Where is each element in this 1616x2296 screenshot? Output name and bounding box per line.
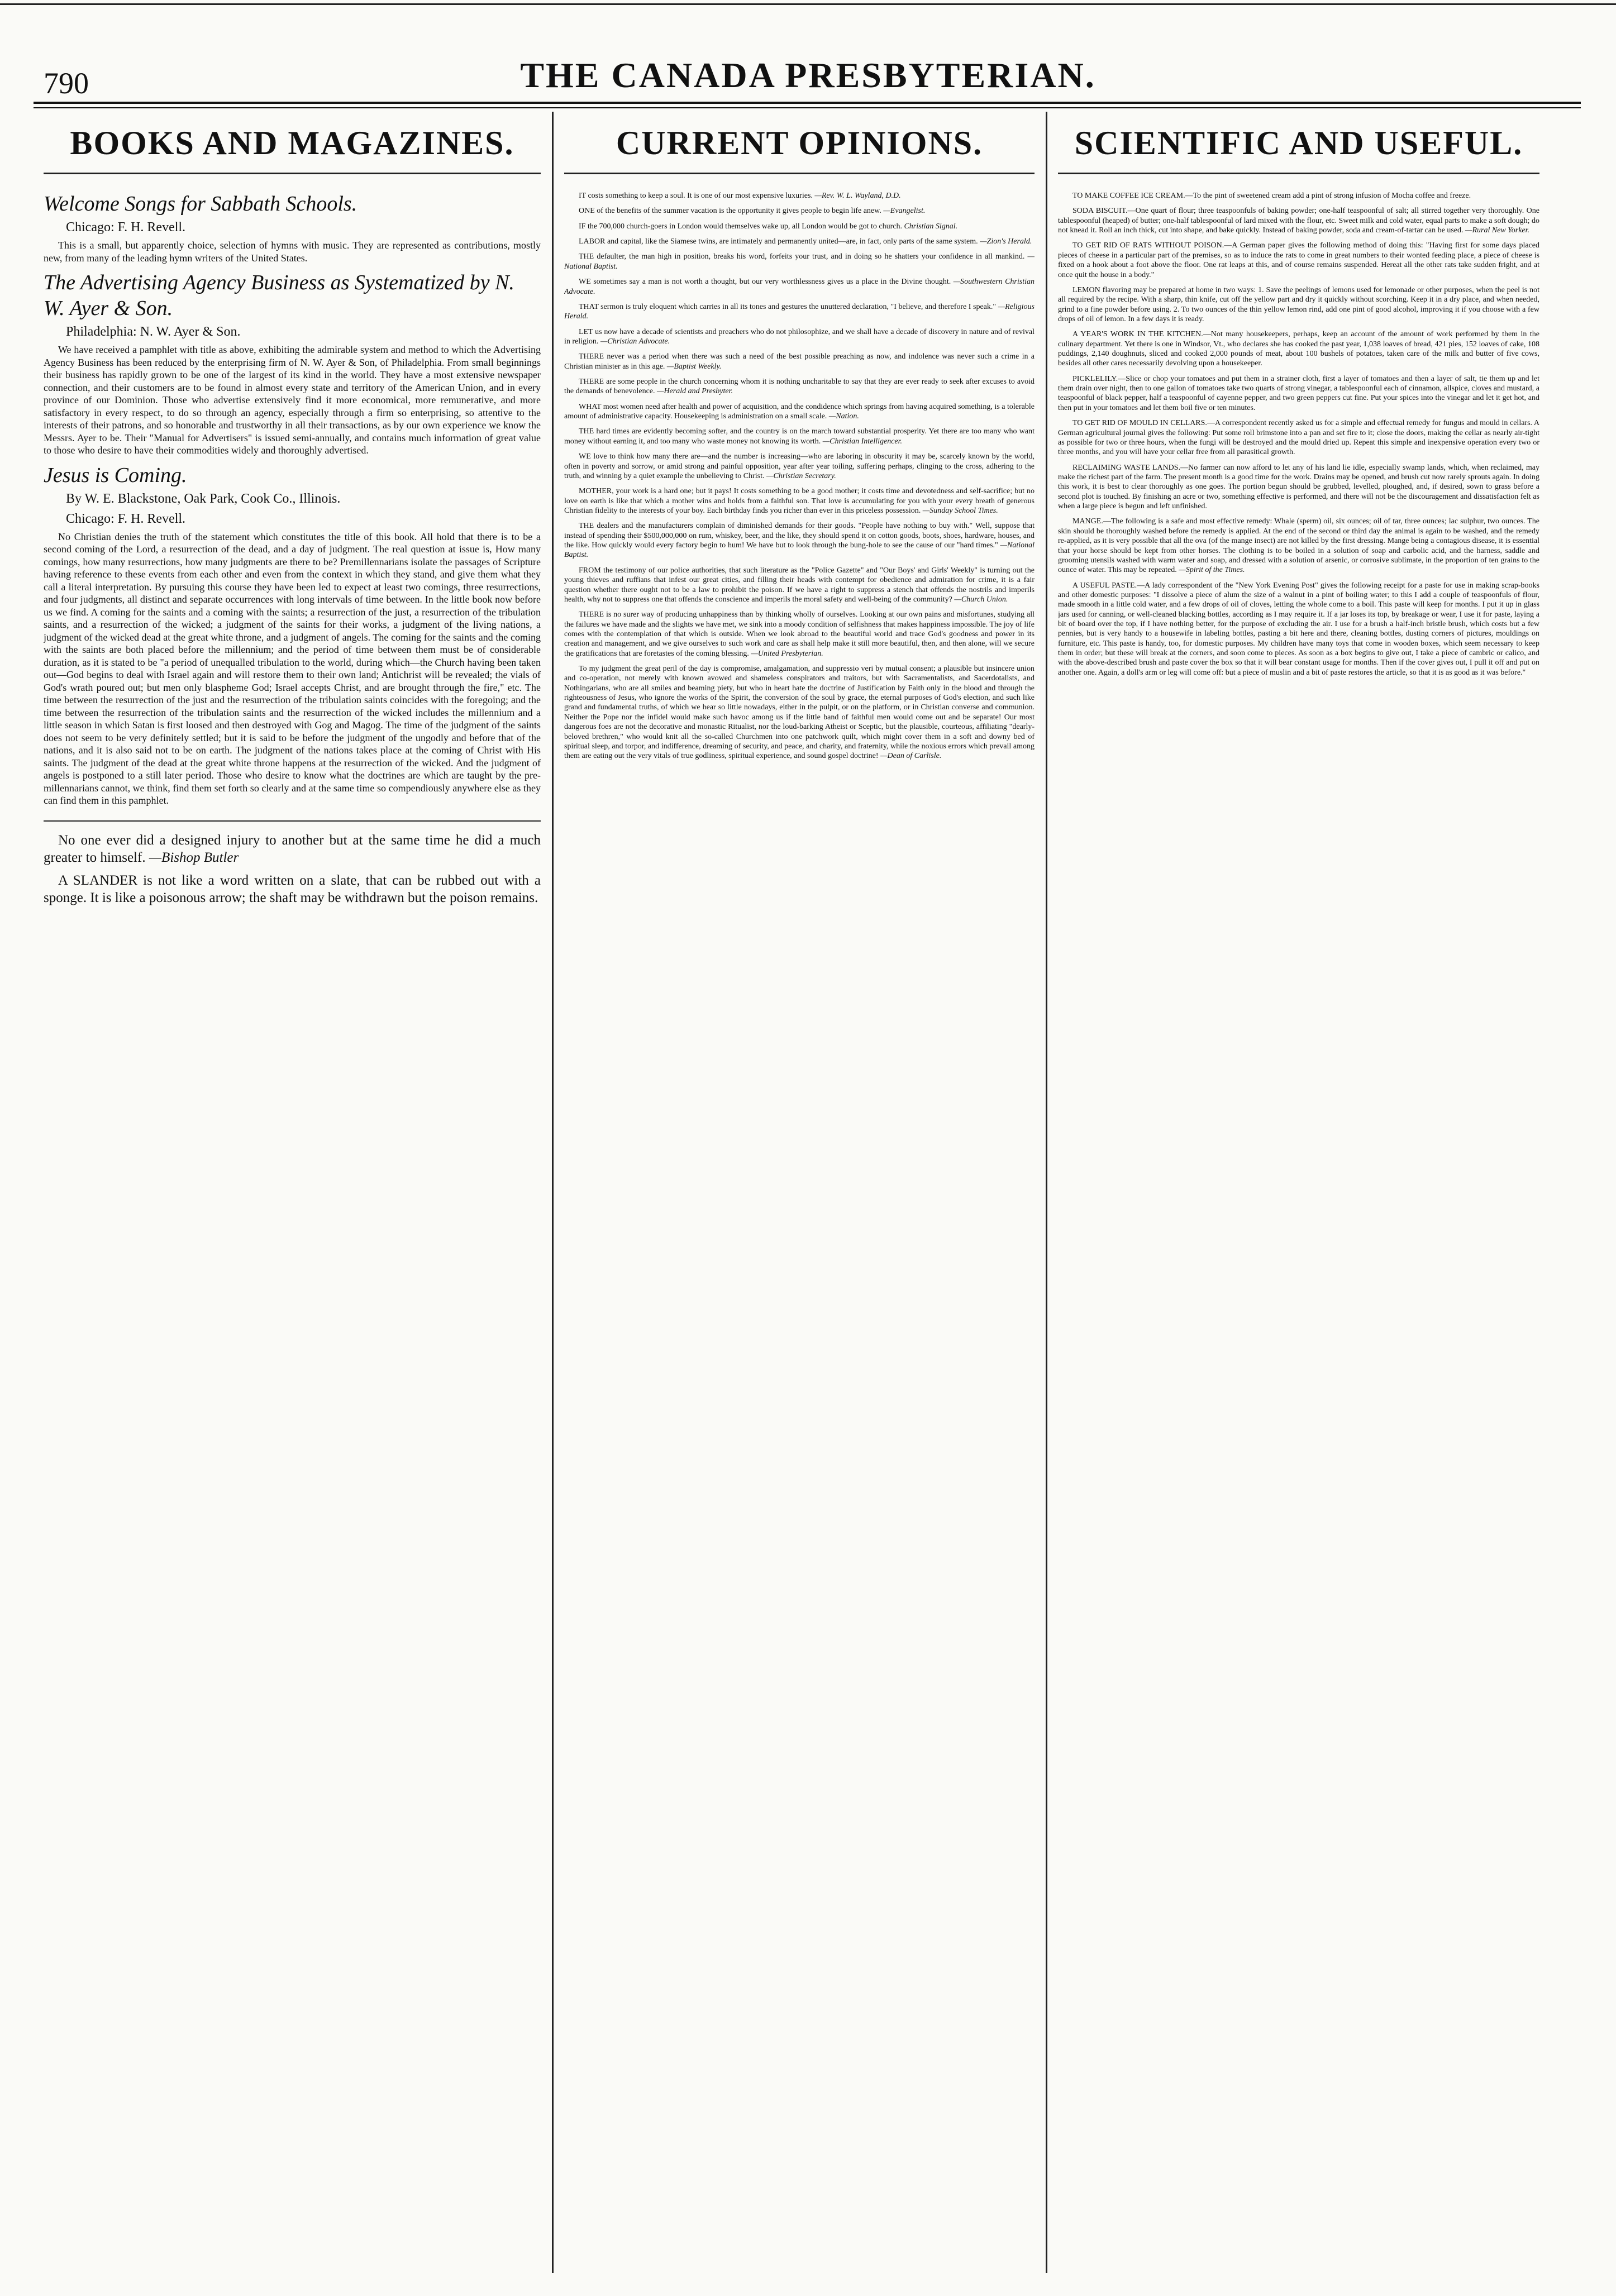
article-source: —Rural New Yorker. <box>1465 226 1530 235</box>
article-text: —The following is a safe and most effective remedy: Whale (sperm) oil, six ounces; oil of tar, three ounces; lac sulphur, two ounces. The skin should be thoroughly washed before the remedy is applied. At the end of the second or third day the animal is again to be washed, and the remedy re-applied, as it is very possible that all the ova (of the mange insect) are not killed by the first dressing. Mange being a contagious disease, it is essential that your horse should be kept from other horses. The clothing is to be boiled in a solution of soap and carbolic acid, and the harness, saddle and grooming utensils washed with warm water and soap, and dressed with a solution of arsenic, or corrosive sublimate, in the proportion of ten grains to the ounce of water. This may be repeated. <box>1058 517 1539 575</box>
article-paragraph <box>564 452 1035 481</box>
article-paragraph <box>1058 191 1539 201</box>
footnote-quote <box>44 832 541 866</box>
column-divider-1 <box>552 112 554 2273</box>
article-paragraph <box>564 664 1035 761</box>
article-paragraph <box>1058 463 1539 512</box>
opinions-heading: CURRENT OPINIONS. <box>564 116 1035 174</box>
article-paragraph <box>1058 285 1539 324</box>
article-source: —National Baptist. <box>564 252 1035 271</box>
article-source: —Christian Advocate. <box>600 337 670 346</box>
review-text: No Christian denies the truth of the statement which constitutes the title of this book. All hold that there is to be a second coming of the Lord, a resurrection of the dead, and a day of judgment. The real question at issue is, How many comings, how many resurrections, how many judgments are there to be? Premillennarians isolate the passages of Scripture having reference to these events from each other and even from the context in which they stand, and give them what they call a literal interpretation. By pursuing this course they have been led to expect at least two comings, three resurrections, and four judgments, all distinct and separate occurrences with long intervals of time between. In the little book now before us we find. A coming for the saints and a coming with the saints; a resurrection of the just, a resurrection of the tribulation saints, and a resurrection of the wicked; a judgment of the saints for their works, a judgment of the living nations, a judgment of the wicked dead at the great white throne, and a judgment of angels. The coming for the saints and the coming with the saints are both placed before the millennium; and the period of time between them must be of considerable duration, as it is stated to be "a period of unequalled tribulation to the world, during which—the Church having been taken out—God begins to deal with Israel again and will restore them to their own land; Antichrist will be revealed; the vials of God's wrath poured out; but men only blaspheme God; Israel accepts Christ, and are brought through the fire," etc. The time between the resurrection of the just and the resurrection of the tribulation saints coincides with the foregoing; and the time between the resurrection of the tribulation saints and the resurrection of the wicked includes the millennium and a little season in which Satan is first loosed and then destroyed with Gog and Magog. The time of the judgment of the saints does not seem to be very definitely settled; but it is said to be before the judgment of the ungodly and before that of the nations, and it is also said not to be on earth. The judgment of the nations takes place at the coming of Christ with His saints. The judgment of the dead at the great white throne happens at the resurrection of the wicked. And the judgment of angels is postponed to a still later period. Those who desire to know what the doctrines are which are taught by the pre-millennarians cannot, we think, find them set forth so clearly and at the same time so compendiously anywhere else as they can find them in this pamphlet. <box>44 531 541 806</box>
article-text: WE sometimes say a man is not worth a thought, but our very worthlessness gives us a place in the Divine thought. <box>579 278 951 287</box>
article-text: WE love to think how many there are—and the number is increasing—who are laboring in obscurity it may be, scarcely known by the world, often in poverty and sorrow, or amid strong and painful opposition, year after year toiling, suffering perhaps, clinging to the cross, adhering to the truth, and winning by a quiet example the unbelieving to Christ. <box>564 452 1035 480</box>
opinions-column <box>564 116 1035 2272</box>
article-source: Christian Signal. <box>904 222 958 231</box>
article-lead: TO MAKE COFFEE ICE CREAM. <box>1072 192 1185 200</box>
article-paragraph <box>1058 374 1539 413</box>
review-publisher: Chicago: F. H. Revell. <box>66 220 186 235</box>
article-paragraph <box>1058 206 1539 235</box>
review-title: Welcome Songs for Sabbath Schools. <box>44 192 357 216</box>
article-source: —Dean of Carlisle. <box>880 752 942 761</box>
article-paragraph <box>564 206 1035 216</box>
article-paragraph <box>564 252 1035 271</box>
article-text: flavoring may be prepared at home in two ways: 1. Save the peelings of lemons used for lemonade or other purposes, when the peel is not all required by the recipe. With a sharp, thin knife, cut off the yellow part and dry it quickly without scorching. Keep it in a dry place, and when needed, grind to a fine powder before using. 2. To two ounces of the thin yellow lemon rind, add one pint of good alcohol, improving it if you choose with a few drops of oil of lemon. In a few days it is ready. <box>1058 285 1539 323</box>
section-separator <box>44 820 541 822</box>
article-source: —Spirit of the Times. <box>1179 566 1245 575</box>
review-text: This is a small, but apparently choice, selection of hymns with music. They are represented as contributions, mostly new, from many of the leading hymn writers of the United States. <box>44 240 541 264</box>
article-paragraph <box>564 277 1035 297</box>
article-text: THERE is no surer way of producing unhappiness than by thinking wholly of ourselves. Looking at our own pains and misfortunes, studying all the failures we have made and the slights we have met, we sink into a moody condition of selfishness that makes happiness impossible. The joy of life comes with the contemplation of that which is outside. When we look abroad to the beautiful world and trace God's goodness and power in its creation and management, and we give ourselves to such work and care as shall help make it still more beautiful, then, and then alone, will we secure the gratifications that are foretastes of the coming blessing. <box>564 610 1035 658</box>
article-text: FROM the testimony of our police authorities, that such literature as the "Police Gazette" and "Our Boys' and Girls' Weekly" is turning out the young thieves and ruffians that infest our great cities, and filling their heads with contempt for obedience and admiration for crime, it is a fair question whether there ought not to be a law to prohibit the poison. If we have a right to suppress a stench that offends the nostrils and imperils health, why not to suppress one that offends the conscience and imperils the moral safety and well-being of the community? <box>564 566 1035 604</box>
review-title: The Advertising Agency Business as Systematized by N. W. Ayer & Son. <box>44 271 514 320</box>
article-source: —Southwestern Christian Advocate. <box>564 278 1035 296</box>
article-paragraph <box>1058 517 1539 575</box>
review-publisher: Philadelphia: N. W. Ayer & Son. <box>66 324 241 339</box>
article-text: THERE are some people in the church concerning whom it is nothing uncharitable to say that they are ever ready to seek after excuses to avoid the demands of benevolence. <box>564 378 1035 396</box>
article-source: —Christian Secretary. <box>766 471 836 480</box>
article-paragraph <box>564 222 1035 231</box>
books-heading: BOOKS AND MAGAZINES. <box>44 116 541 174</box>
article-text: IF the 700,000 church-goers in London would themselves wake up, all London would be got to church. <box>579 222 902 231</box>
article-source: —Religious Herald. <box>564 302 1035 321</box>
article-paragraph <box>564 377 1035 397</box>
article-source: —Baptist Weekly. <box>666 362 722 371</box>
article-paragraph <box>564 486 1035 515</box>
article-text: LABOR and capital, like the Siamese twins, are intimately and permanently united—are, in fact, only parts of the same system. <box>579 237 978 246</box>
opinions-list <box>564 191 1035 761</box>
article-paragraph <box>564 237 1035 246</box>
review-byline: By W. E. Blackstone, Oak Park, Cook Co., Illinois. <box>66 491 341 506</box>
article-paragraph <box>564 302 1035 322</box>
column-divider-2 <box>1046 112 1047 2273</box>
footnote-source: —Bishop Butler <box>149 849 239 865</box>
article-text: WHAT most women need after health and power of acquisition, and the condidence which springs from having acquired something, is a tolerable amount of administrative capacity. Housekeeping is administration on a small scale. <box>564 402 1035 421</box>
article-lead: PICKLELILY. <box>1072 374 1118 383</box>
article-paragraph <box>1058 418 1539 457</box>
footnote-text: No one ever did a designed injury to another but at the same time he did a much greater to himself. <box>44 832 541 865</box>
review-text: We have received a pamphlet with title as above, exhibiting the admirable system and method to which the Advertising Agency Business has been reduced by the enterprising firm of N. W. Ayer & Son, of Philadelphia. From small beginnings their business has rapidly grown to be one of the largest of its kind in the world. They have a most extensive newspaper connection, and their customers are to be found in almost every state and territory of the American Union, and in every province of our Dominion. Those who advertise extensively find it more economical, more remunerative, and more satisfactory in every respect, to do so through an agency, especially through a firm so enterprising, so attentive to the interests of their patrons, and so honorable and trustworthy in all their transactions, as by our own experience we know the Messrs. Ayer to be. Their "Manual for Advertisers" is issued semi-annually, and contains much information of great value to those who desire to have their commodities widely and thoroughly advertised. <box>44 344 541 456</box>
article-paragraph <box>564 427 1035 446</box>
article-text: IT costs something to keep a soul. It is one of our most expensive luxuries. <box>579 192 813 200</box>
article-text: —To the pint of sweetened cream add a pint of strong infusion of Mocha coffee and freeze. <box>1185 192 1471 200</box>
article-source: —Nation. <box>828 412 859 421</box>
article-paragraph <box>1058 241 1539 279</box>
article-source: —Zion's Herald. <box>980 237 1032 246</box>
article-source: —National Baptist. <box>564 541 1035 560</box>
top-rule <box>0 3 1616 5</box>
useful-heading: SCIENTIFIC AND USEFUL. <box>1058 116 1539 174</box>
article-source: —Christian Intelligencer. <box>822 437 903 446</box>
useful-column <box>1058 116 1539 2272</box>
article-paragraph <box>1058 581 1539 678</box>
article-source: —Rev. W. L. Wayland, D.D. <box>814 192 901 200</box>
publication-title: THE CANADA PRESBYTERIAN. <box>520 55 1096 95</box>
article-text: MOTHER, your work is a hard one; but it pays! It costs something to be a good mother; it costs time and devotedness and self-sacrifice; but no love on earth is like that which a mother wins and holds from a faithful son. That love is accumulating for you with your every breath of generous Christian fidelity to the interests of your boy. Each birthday finds you richer than ever in this priceless possession. <box>564 487 1035 515</box>
article-paragraph <box>564 327 1035 347</box>
article-lead: TO GET RID OF RATS WITHOUT POISON. <box>1072 241 1224 250</box>
article-text: —A lady correspondent of the "New York Evening Post" gives the following receipt for a paste for use in making scrap-books and other domestic purposes: "I dissolve a piece of alum the size of a walnut in a pint of boiling water; to this I add a couple of teaspoonfuls of flour, made smooth in a little cold water, and a few drops of oil of cloves, letting the whole come to a boil. This paste will keep for months. I put it up in glass jars used for canning, or well-cleaned blacking bottles, according as I may require it. If a jar loses its top, by breakage or wear, I use it for paste, laying a bit of board over the top, if I have nothing better, for the purpose of excluding the air. I use for a brush a half-inch bristle brush, which costs but a few pennies, but is very handy to a housewife in labeling bottles, pasting a bit here and there, cleaning bottles, dusting corners of pictures, mouldings on furniture, etc. This paste is handy, too, for domestic purposes. My children have many toys that come in wooden boxes, which seem necessary to keep them in order; but these will break at the corners, and soon come to pieces. As soon as a box begins to give out, I take a piece of cambric or calico, and with the above-described brush and paste cover the box so that it will bear constant usage for months. Then if the cover gives out, I pull it off and put on another one. Again, a doll's arm or leg will come off: but a piece of muslin and a bit of paste restores the article, so that it is as good as it was before." <box>1058 581 1539 677</box>
article-lead: LEMON <box>1072 285 1100 294</box>
article-paragraph <box>1058 330 1539 368</box>
article-paragraph <box>564 352 1035 371</box>
article-text: —Not many housekeepers, perhaps, keep an account of the amount of work performed by them in the culinary department. Yet there is one in Windsor, Vt., who declares she has cooked the past year, 1,038 loaves of bread, 421 pies, 152 loaves of cake, 108 puddings, 2,140 doughnuts, sliced and cooked 2,000 pounds of meat, about 100 bushels of potatoes, taken care of the milk and butter of five cows, besides all other cares necessarily devolving upon a housekeeper. <box>1058 330 1539 368</box>
article-paragraph <box>564 566 1035 604</box>
review-publisher: Chicago: F. H. Revell. <box>66 511 186 526</box>
article-text: —A correspondent recently asked us for a simple and effectual remedy for fungus and mould in cellars. A German agricultural journal gives the following: Put some roll brimstone into a pan and set fire to it; close the doors, making the cellar as nearly air-tight as possible for two or three hours, when the fungi will be destroyed and the mould dried up. Repeat this simple and inexpensive operation every two or three months, and you will have your cellar free from all parasitical growth. <box>1058 419 1539 457</box>
article-text: THE hard times are evidently becoming softer, and the country is on the march toward substantial prosperity. Yet there are too many who want money without earning it, and too many who waste money not knowing its worth. <box>564 427 1035 446</box>
article-paragraph <box>564 610 1035 658</box>
article-lead: TO GET RID OF MOULD IN CELLARS. <box>1072 419 1207 428</box>
article-lead: SODA BISCUIT. <box>1072 207 1128 216</box>
article-text: To my judgment the great peril of the day is compromise, amalgamation, and suppressio veri by mutual consent; a plausible but insincere union and co-operation, not merely with known avowed and shameless conspirators and traitors, but with Sacramentalists, and Sacerdotalists, and Nothingarians, who are all smiles and beaming piety, but who in heart hate the doctrine of Justification by Faith only in the blood and through the righteousness of Jesus, who ignore the works of the Spirit, the conversion of the soul by grace, the eternal purposes of God's election, and such like grand and fundamental truths, of which we hear so little nowadays, either in the pulpit, or on the platform, or in Christian converse and communion. Neither the Pope nor the infidel would make such havoc among us if the little band of faithful men would come out and be separate! Our most dangerous foes are not the decorative and monastic Ritualist, nor the loud-barking Atheist or Sceptic, but the plausible, courteous, affiliating "dearly-beloved brethren," who would knit all the so-called Churchmen into one patchwork quilt, which might cover them in a soft and downy bed of spiritual sleep, and torpor, and indifference, dreaming of security, and peace, and charity, and fraternity, while the noxious errors which prevail among them are eating out the very vitals of true godliness, spiritual experience, and sound gospel doctrine! <box>564 665 1035 761</box>
article-text: ONE of the benefits of the summer vacation is the opportunity it gives people to begin life anew. <box>579 207 881 216</box>
article-text: THAT sermon is truly eloquent which carries in all its tones and gestures the unuttered declaration, "I believe, and therefore I speak." <box>579 302 997 311</box>
article-lead: RECLAIMING WASTE LANDS. <box>1072 463 1181 472</box>
useful-list <box>1058 191 1539 677</box>
article-text: —No farmer can now afford to let any of his land lie idle, especially swamp lands, which, when reclaimed, may make the richest part of the farm. The present month is a good time for the work. Drains may be opened, and brush cut now rarely sprouts again. In doing this work, it is best to clear thoroughly as one goes. The portion begun should be grubbed, levelled, ploughed, and, if desired, sown to grass before a second plot is touched. By finishing an acre or two, something effective is performed, and there will not be the discouragement and dissatisfaction felt as when a large piece is begun and left unfinished. <box>1058 463 1539 511</box>
article-lead: A YEAR'S WORK IN THE KITCHEN. <box>1072 330 1203 339</box>
article-source: —United Presbyterian. <box>751 649 823 658</box>
article-paragraph <box>564 521 1035 560</box>
review-title: Jesus is Coming. <box>44 463 187 487</box>
article-paragraph <box>564 402 1035 422</box>
masthead-rule <box>34 102 1581 104</box>
article-lead: MANGE. <box>1072 517 1103 526</box>
article-text: —Slice or chop your tomatoes and put them in a strainer cloth, first a layer of tomatoes and then a layer of salt, tie them up and let them drain over night, then to one gallon of tomatoes take two quarts of strong vinegar, a tablespoonful each of cinnamon, allspice, cloves and mustard, a teaspoonful of black pepper, half a teaspoonful of cayenne pepper, and two green peppers cut fine. Put your spices into the vinegar and let it get hot, and then put in your tomatoes and let them boil five or ten minutes. <box>1058 374 1539 412</box>
article-text: —A German paper gives the following method of doing this: "Having first for some days placed pieces of cheese in a particular part of the premises, so as to induce the rats to come in great numbers to their wonted feeding place, a piece of cheese is fixed on a hook about a foot above the floor. One rat leaps at this, and of course remains suspended. Hereat all the other rats take sudden fright, and at once quit the house in a body." <box>1058 241 1539 279</box>
article-text: THE defaulter, the man high in position, breaks his word, forfeits your trust, and in doing so he shatters your confidence in all mankind. <box>579 252 1025 261</box>
article-source: —Church Union. <box>954 595 1008 604</box>
page-number: 790 <box>44 66 89 100</box>
article-text: THE dealers and the manufacturers complain of diminished demands for their goods. "People have nothing to buy with." Well, suppose that instead of spending their $500,000,000 on rum, whiskey, beer, and the like, they should spend it on cotton goods, boots, shoes, hardware, houses, and the like. How quickly would every factory begin to hum! We have but to look through the bung-hole to see the cause of our "hard times." <box>564 522 1035 550</box>
books-column <box>44 116 541 2272</box>
masthead-rule-thin <box>34 107 1581 108</box>
article-paragraph <box>564 191 1035 201</box>
article-source: —Herald and Presbyter. <box>657 387 733 396</box>
article-text: —One quart of flour; three teaspoonfuls of baking powder; one-half teaspoonful of salt; all stirred together very thoroughly. One tablespoonful (heaped) of butter; one-half tablespoonful of lard mixed with the flour, etc. Sweet milk and cold water, equal parts to make a soft dough; do not knead it. Roll an inch thick, cut into shape, and bake quickly. Instead of baking powder, soda and cream-of-tartar can be used. <box>1058 207 1539 235</box>
article-text: LET us now have a decade of scientists and preachers who do not philosophize, and we shall have a decade of discovery in nature and of revival in religion. <box>564 327 1035 346</box>
article-text: THERE never was a period when there was such a need of the best possible preaching as now, and indolence was never such a crime in a Christian minister as in this age. <box>564 352 1035 371</box>
article-source: —Evangelist. <box>883 207 926 216</box>
footnote-quote: A SLANDER is not like a word written on a slate, that can be rubbed out with a sponge. It is like a poisonous arrow; the shaft may be withdrawn but the poison remains. <box>44 872 541 905</box>
article-lead: A USEFUL PASTE. <box>1072 581 1137 590</box>
article-source: —Sunday School Times. <box>922 506 998 515</box>
